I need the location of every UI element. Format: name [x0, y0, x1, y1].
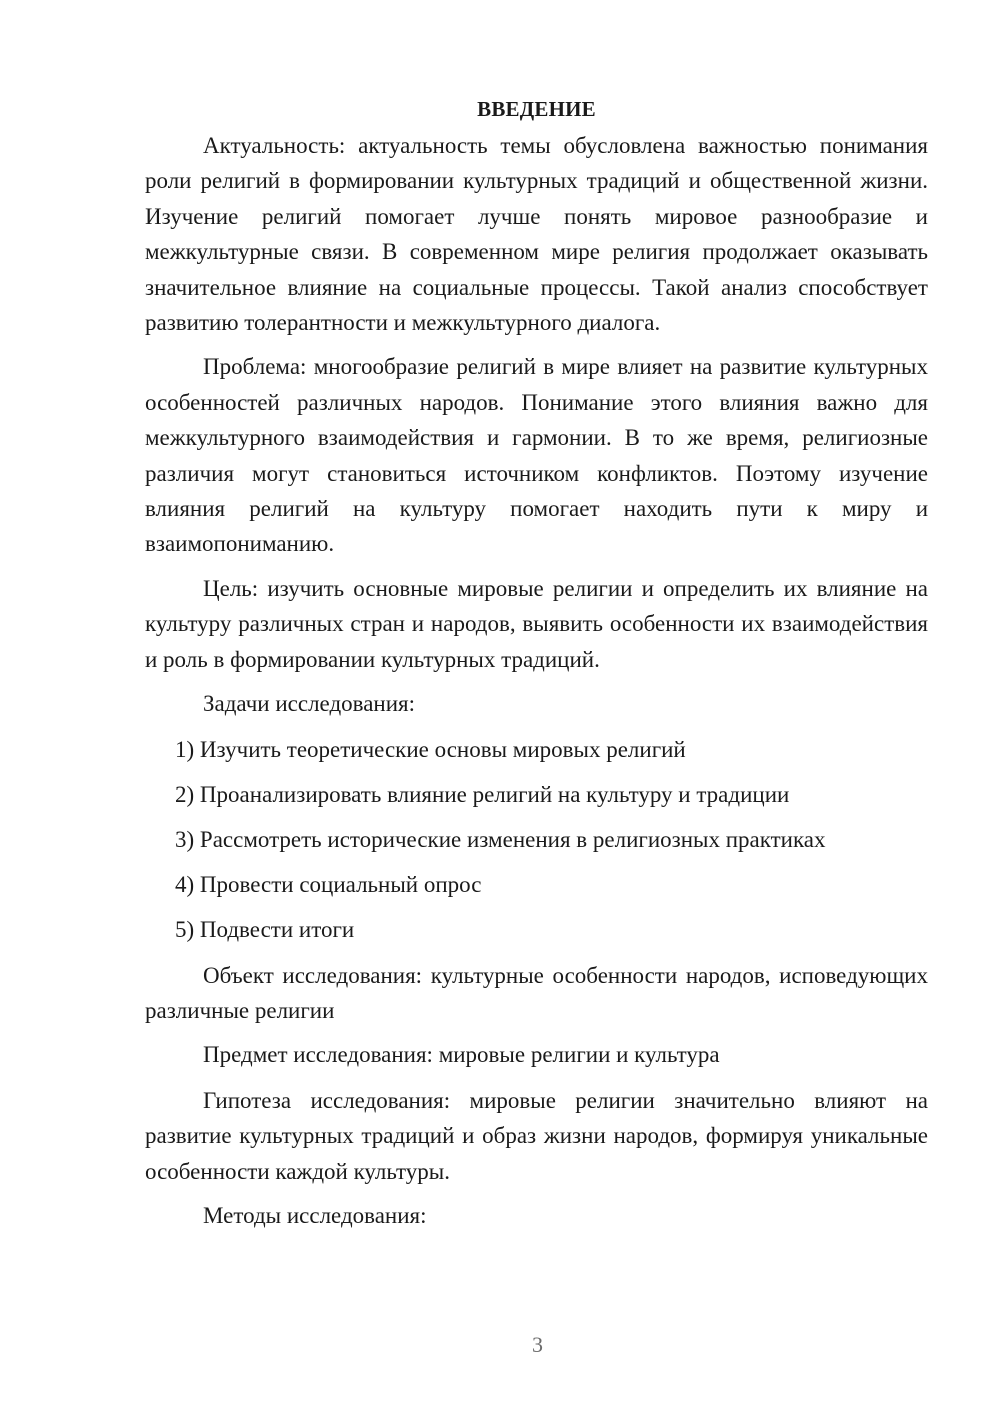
task-item: 1) Изучить теоретические основы мировых религий — [175, 736, 686, 762]
problem-paragraph: Проблема: многообразие религий в мире влияет на развитие культурных особенностей различных народов. Понимание этого влияния важно для межкультурного взаимодействия и гармонии. В то же время, религиозные различия могут становиться источником конфликтов. Поэтому изучение влияния религий на культуру помогает находить пути к миру и взаимопониманию. — [145, 354, 928, 557]
tasks-title: Задачи исследования: — [203, 691, 416, 717]
hypothesis-paragraph: Гипотеза исследования: мировые религии значительно влияют на развитие культурных традиций и образ жизни народов, формируя уникальные особенности каждой культуры. — [145, 1087, 928, 1184]
task-item: 2) Проанализировать влияние религий на культуру и традиции — [175, 781, 790, 807]
goal-paragraph: Цель: изучить основные мировые религии и определить их влияние на культуру различных стран и народов, выявить особенности их взаимодействия и роль в формировании культурных традиций. — [145, 575, 928, 672]
relevance-paragraph: Актуальность: актуальность темы обусловлена важностью понимания роли религий в формировании культурных традиций и общественной жизни. Изучение религий помогает лучше понять мировое разнообразие и межкультурные связи. В современном мире религия продолжает оказывать значительное влияние на социальные процессы. Такой анализ способствует развитию толерантности и межкультурного диалога. — [145, 133, 928, 336]
tasks-list — [145, 732, 928, 948]
task-item: 4) Провести социальный опрос — [175, 872, 482, 898]
page-content — [145, 94, 928, 1243]
task-item: 5) Подвести итоги — [175, 917, 355, 943]
object-paragraph: Объект исследования: культурные особенности народов, исповедующих различные религии — [145, 962, 928, 1023]
task-item: 3) Рассмотреть исторические изменения в религиозных практиках — [175, 826, 826, 852]
page-number: 3 — [532, 1332, 543, 1357]
methods-title: Методы исследования: — [203, 1202, 427, 1228]
section-heading: ВВЕДЕНИЕ — [477, 97, 596, 121]
subject-paragraph: Предмет исследования: мировые религии и культура — [203, 1042, 720, 1068]
